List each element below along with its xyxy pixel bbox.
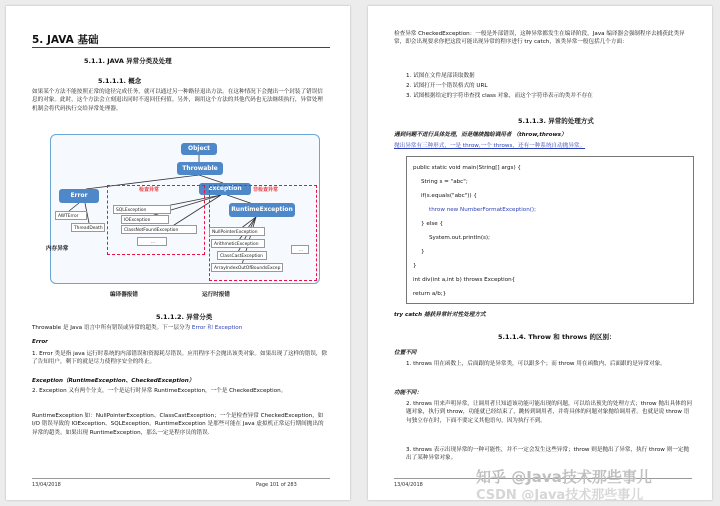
runtime-paragraph: RuntimeException 如：NullPointerException、ClassCastException；一个是检查异常 CheckedException，如 I/O 错误导致的 IOException、SQLException。RuntimeException 是那些可能在 Java 虚拟机正常运行期间抛出的异常的超类。如果出现 RuntimeException，那么一定是程序员的错误.	[32, 413, 324, 436]
code-line: } else {	[421, 221, 444, 227]
footer-date: 13/04/2018	[394, 482, 423, 488]
code-block	[406, 156, 694, 304]
subsection-title: 5.1.1.1. 概念	[98, 77, 142, 85]
runtime-error-label: 运行时报错	[202, 292, 230, 298]
code-line: public static void main(String[] args) {	[413, 165, 521, 171]
error-paragraph: 1. Error 类是指 java 运行时系统的内部错误和资源耗尽错误。应用程序不会抛出该类对象。如果出现了这样的错误，除了告知用户，剩下的就是尽力使程序安全的终止。	[32, 351, 328, 366]
class-not-found-node: ClassNotFoundException	[121, 225, 197, 234]
code-line: throw new NumberFormatException();	[429, 207, 536, 213]
concept-paragraph: 如果某个方法不能按照正常的途径完成任务，就可以通过另一种路径退出方法。在这种情况下会抛出一个封装了错误信息的对象。此时，这个方法会立刻退出同时不返回任何值。另外，调用这个方法的其他代码也无法继续执行，异常处理机制会将代码执行交给异常处理器。	[32, 89, 323, 112]
zhihu-watermark: 知乎 @Java技术那些事儿	[476, 468, 652, 486]
position-heading: 位置不同	[394, 350, 417, 356]
chapter-heading: 5. JAVA 基础	[32, 34, 99, 46]
try-catch-heading: try catch 捕获异常针对性处理方式	[394, 312, 486, 318]
footer-page: Page 101 of 283	[256, 482, 297, 488]
function-paragraph-3: 3. throws 表示出现异常的一种可能性，并不一定会发生这些异常；throw 则是抛出了异常，执行 throw 则一定抛出了某种异常对象。	[406, 447, 690, 462]
exception-paragraph: 2. Exception 又有两个分支，一个是运行时异常 RuntimeException，一个是 CheckedException。	[32, 388, 287, 394]
awt-error-node: AWTError	[55, 211, 87, 220]
compile-error-label: 编译器报错	[110, 292, 138, 298]
throwable-paragraph: Throwable 是 Java 语言中所有错误或异常的超类。下一层分为 Error 和 Exception	[32, 325, 243, 331]
thread-death-node: ThreadDeath	[71, 223, 105, 232]
right-page	[368, 6, 712, 503]
footer-date: 13/04/2018	[32, 482, 61, 488]
subsection-title-2: 5.1.1.2. 异常分类	[156, 313, 213, 321]
handling-section-title: 5.1.1.3. 异常的处理方式	[518, 117, 594, 125]
throwable-node: Throwable	[177, 162, 223, 175]
list-item-2: 2. 试图打开一个错误格式的 URL	[406, 83, 488, 89]
checked-more-node: …	[137, 237, 167, 246]
code-line: System.out.println(s);	[429, 235, 490, 241]
arithmetic-node: ArithmeticException	[211, 239, 265, 248]
exception-heading: Exception（RuntimeException、CheckedException）	[32, 378, 195, 384]
sql-exception-node: SQLException	[113, 205, 171, 214]
throw-throws-title: 5.1.1.4. Throw 和 throws 的区别：	[498, 333, 616, 341]
csdn-watermark: CSDN @Java技术那些事儿	[476, 488, 644, 503]
position-paragraph: 1. throws 用在函数上，后面跟的是异常类，可以跟多个；而 throw 用在函数内，后面跟的是异常对象。	[406, 361, 666, 367]
handling-heading: 遇到问题不进行具体处理，而是继续抛给调用者 （throw,throws）	[394, 132, 567, 138]
class-cast-node: ClassCastException	[217, 251, 267, 260]
code-line: int div(int a,int b) throws Exception{	[413, 277, 516, 283]
memory-exception-label: 内存异常	[46, 246, 69, 252]
list-item-1: 1. 试图在文件尾部读取数据	[406, 73, 475, 79]
throw-forms-text: 抛出异常有三种形式，一是 throw,一个 throws，还有一种系统自动抛异常。	[394, 143, 586, 149]
code-line: }	[421, 249, 425, 255]
section-title: 5.1.1. JAVA 异常分类及处理	[84, 57, 172, 65]
list-item-3: 3. 试图根据给定的字符串查找 class 对象，而这个字符串表示的类并不存在	[406, 93, 593, 99]
unchecked-label: 非检查异常	[253, 187, 279, 193]
footer-rule	[32, 478, 330, 479]
object-node: Object	[181, 143, 217, 155]
checked-label: 检查异常	[139, 187, 160, 193]
function-paragraph-2: 2. throws 用来声明异常，让调用者只知道该功能可能出现的问题，可以给出预先的处理方式；throw 抛出具体的问题对象，执行到 throw，功能就已经结束了，跳转到调用者，并将具体的问题对象抛给调用者。也就是说 throw 语句独立存在时，下面不要定义其他语句，因为执行不到。	[406, 401, 692, 424]
null-pointer-node: NullPointerException	[209, 227, 265, 236]
left-page	[6, 6, 350, 500]
array-index-node: ArrayIndexOutOfBoundsExcep	[211, 263, 283, 272]
exception-hierarchy-diagram	[50, 134, 320, 284]
code-line: String s = "abc";	[421, 179, 468, 185]
code-line: return a/b;}	[413, 291, 447, 297]
function-heading: 功能不同：	[394, 390, 422, 396]
runtime-exception-node: RuntimeException	[229, 203, 295, 217]
error-heading: Error	[32, 339, 48, 345]
io-exception-node: IOException	[121, 215, 169, 224]
error-node: Error	[59, 189, 99, 203]
checked-exception-paragraph: 检查异常 CheckedException：一般是外部错误，这种异常都发生在编译阶段，Java 编译器会强制程序去捕获此类异常，即会出现要求你把这段可能出现异常的程序进行 try catch，该类异常一般包括几个方面：	[394, 31, 685, 46]
code-line: }	[413, 263, 417, 269]
unchecked-more-node: …	[291, 245, 309, 254]
heading-rule	[32, 47, 330, 48]
exception-node: Exception	[199, 183, 251, 195]
code-line: if(s.equals("abc")) {	[421, 193, 477, 199]
